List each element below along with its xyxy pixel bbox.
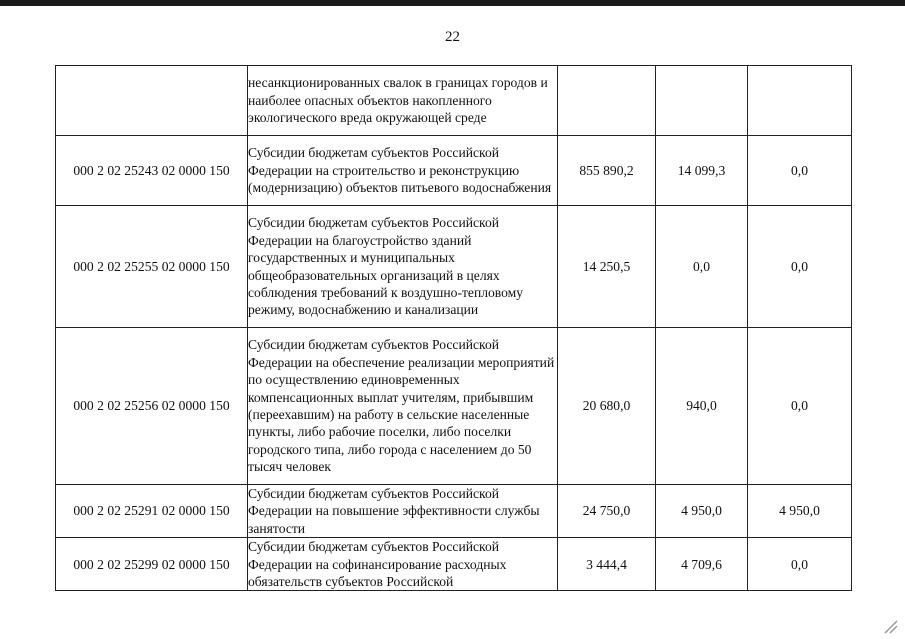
table-row xyxy=(56,136,852,206)
description-cell: Субсидии бюджетам субъектов Российской Федерации на софинансирование расходных обязательств субъектов Российской xyxy=(248,538,558,591)
scan-corner-mark-icon xyxy=(883,619,899,635)
table-row xyxy=(56,206,852,328)
description-cell: несанкционированных свалок в границах городов и наиболее опасных объектов накопленного экологического вреда окружающей среде xyxy=(248,66,558,136)
value-2-cell: 4 950,0 xyxy=(656,485,748,538)
scan-top-edge xyxy=(0,0,905,6)
value-3-cell: 0,0 xyxy=(748,136,852,206)
table-row xyxy=(56,66,852,136)
value-1-cell: 20 680,0 xyxy=(558,328,656,485)
table-row xyxy=(56,328,852,485)
description-cell: Субсидии бюджетам субъектов Российской Федерации на строительство и реконструкцию (модернизацию) объектов питьевого водоснабжения xyxy=(248,136,558,206)
description-cell: Субсидии бюджетам субъектов Российской Федерации на обеспечение реализации мероприятий по осуществлению единовременных компенсационных выплат учителям, прибывшим (переехавшим) на работу в сельские населенные пункты, либо рабочие поселки, либо поселки городского типа, либо города с населением до 50 тысяч человек xyxy=(248,328,558,485)
value-1-cell: 24 750,0 xyxy=(558,485,656,538)
value-2-cell: 4 709,6 xyxy=(656,538,748,591)
value-2-cell: 0,0 xyxy=(656,206,748,328)
value-3-cell: 4 950,0 xyxy=(748,485,852,538)
budget-code-cell: 000 2 02 25299 02 0000 150 xyxy=(56,538,248,591)
value-1-cell: 14 250,5 xyxy=(558,206,656,328)
value-3-cell: 0,0 xyxy=(748,328,852,485)
description-cell: Субсидии бюджетам субъектов Российской Федерации на повышение эффективности службы занятости xyxy=(248,485,558,538)
budget-code-cell xyxy=(56,66,248,136)
page-number: 22 xyxy=(445,29,460,45)
budget-code-cell: 000 2 02 25256 02 0000 150 xyxy=(56,328,248,485)
value-2-cell: 940,0 xyxy=(656,328,748,485)
table-row xyxy=(56,485,852,538)
value-3-cell: 0,0 xyxy=(748,538,852,591)
value-2-cell: 14 099,3 xyxy=(656,136,748,206)
budget-code-cell: 000 2 02 25243 02 0000 150 xyxy=(56,136,248,206)
value-1-cell: 3 444,4 xyxy=(558,538,656,591)
description-cell: Субсидии бюджетам субъектов Российской Федерации на благоустройство зданий государственных и муниципальных общеобразовательных организаций в целях соблюдения требований к воздушно-тепловому режиму, водоснабжению и канализации xyxy=(248,206,558,328)
value-1-cell xyxy=(558,66,656,136)
budget-code-cell: 000 2 02 25255 02 0000 150 xyxy=(56,206,248,328)
value-3-cell: 0,0 xyxy=(748,206,852,328)
budget-table xyxy=(55,65,852,591)
budget-code-cell: 000 2 02 25291 02 0000 150 xyxy=(56,485,248,538)
value-1-cell: 855 890,2 xyxy=(558,136,656,206)
table-row xyxy=(56,538,852,591)
value-3-cell xyxy=(748,66,852,136)
value-2-cell xyxy=(656,66,748,136)
